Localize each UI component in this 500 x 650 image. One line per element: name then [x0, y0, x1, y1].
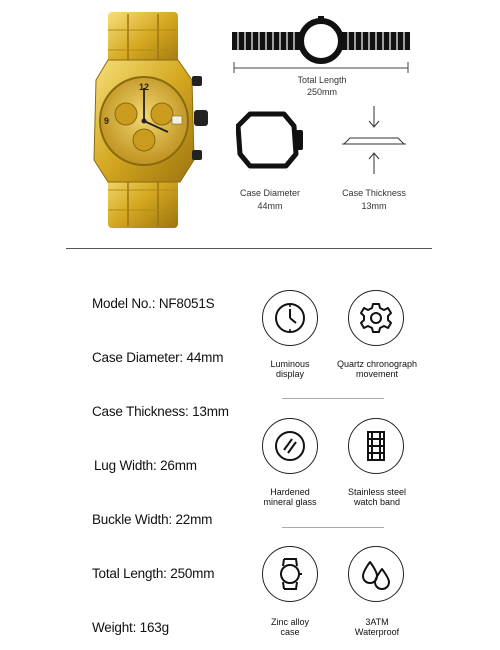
spec-total-length: Total Length: 250mm	[92, 566, 215, 581]
case-feature-circle	[262, 546, 318, 602]
feature-divider-1	[282, 398, 384, 399]
feature-divider-2	[282, 527, 384, 528]
movement-feature-label: Quartz chronograph movement	[336, 359, 418, 379]
glass-feature-circle	[262, 418, 318, 474]
luminous-feature-label: Luminous display	[270, 359, 310, 379]
glass-feature-label: Hardened mineral glass	[263, 487, 317, 507]
case-diameter-diagram	[236, 104, 308, 174]
gear-icon	[359, 301, 393, 335]
total-length-value: 250mm	[306, 87, 337, 97]
spec-lug-width: Lug Width: 26mm	[94, 458, 197, 473]
section-divider	[66, 248, 432, 249]
case-thickness-value: 13mm	[361, 201, 387, 211]
waterproof-feature-label: 3ATM Waterproof	[354, 617, 400, 637]
spec-weight: Weight: 163g	[92, 620, 169, 635]
case-diameter-value: 44mm	[257, 201, 283, 211]
band-feature-circle	[348, 418, 404, 474]
spec-case-diameter: Case Diameter: 44mm	[92, 350, 224, 365]
bracelet-length-diagram	[228, 14, 414, 74]
spec-case-thickness: Case Thickness: 13mm	[92, 404, 229, 419]
watch-band-icon	[359, 429, 393, 463]
case-diameter-label: Case Diameter	[239, 188, 301, 198]
waterproof-feature-circle	[348, 546, 404, 602]
glass-icon	[273, 429, 307, 463]
watch-case-icon	[273, 557, 307, 591]
case-thickness-label: Case Thickness	[342, 188, 406, 198]
water-drops-icon	[359, 557, 393, 591]
svg-text:12: 12	[138, 82, 150, 92]
movement-feature-circle	[348, 290, 404, 346]
band-feature-label: Stainless steel watch band	[347, 487, 407, 507]
total-length-label: Total Length	[297, 75, 347, 85]
spec-buckle-width: Buckle Width: 22mm	[92, 512, 213, 527]
clock-icon	[273, 301, 307, 335]
case-thickness-diagram	[338, 104, 410, 176]
svg-text:9: 9	[104, 116, 110, 126]
watch-product-image	[78, 10, 213, 230]
spec-model-number: Model No.: NF8051S	[92, 296, 215, 311]
luminous-feature-circle	[262, 290, 318, 346]
case-feature-label: Zinc alloy case	[270, 617, 309, 637]
